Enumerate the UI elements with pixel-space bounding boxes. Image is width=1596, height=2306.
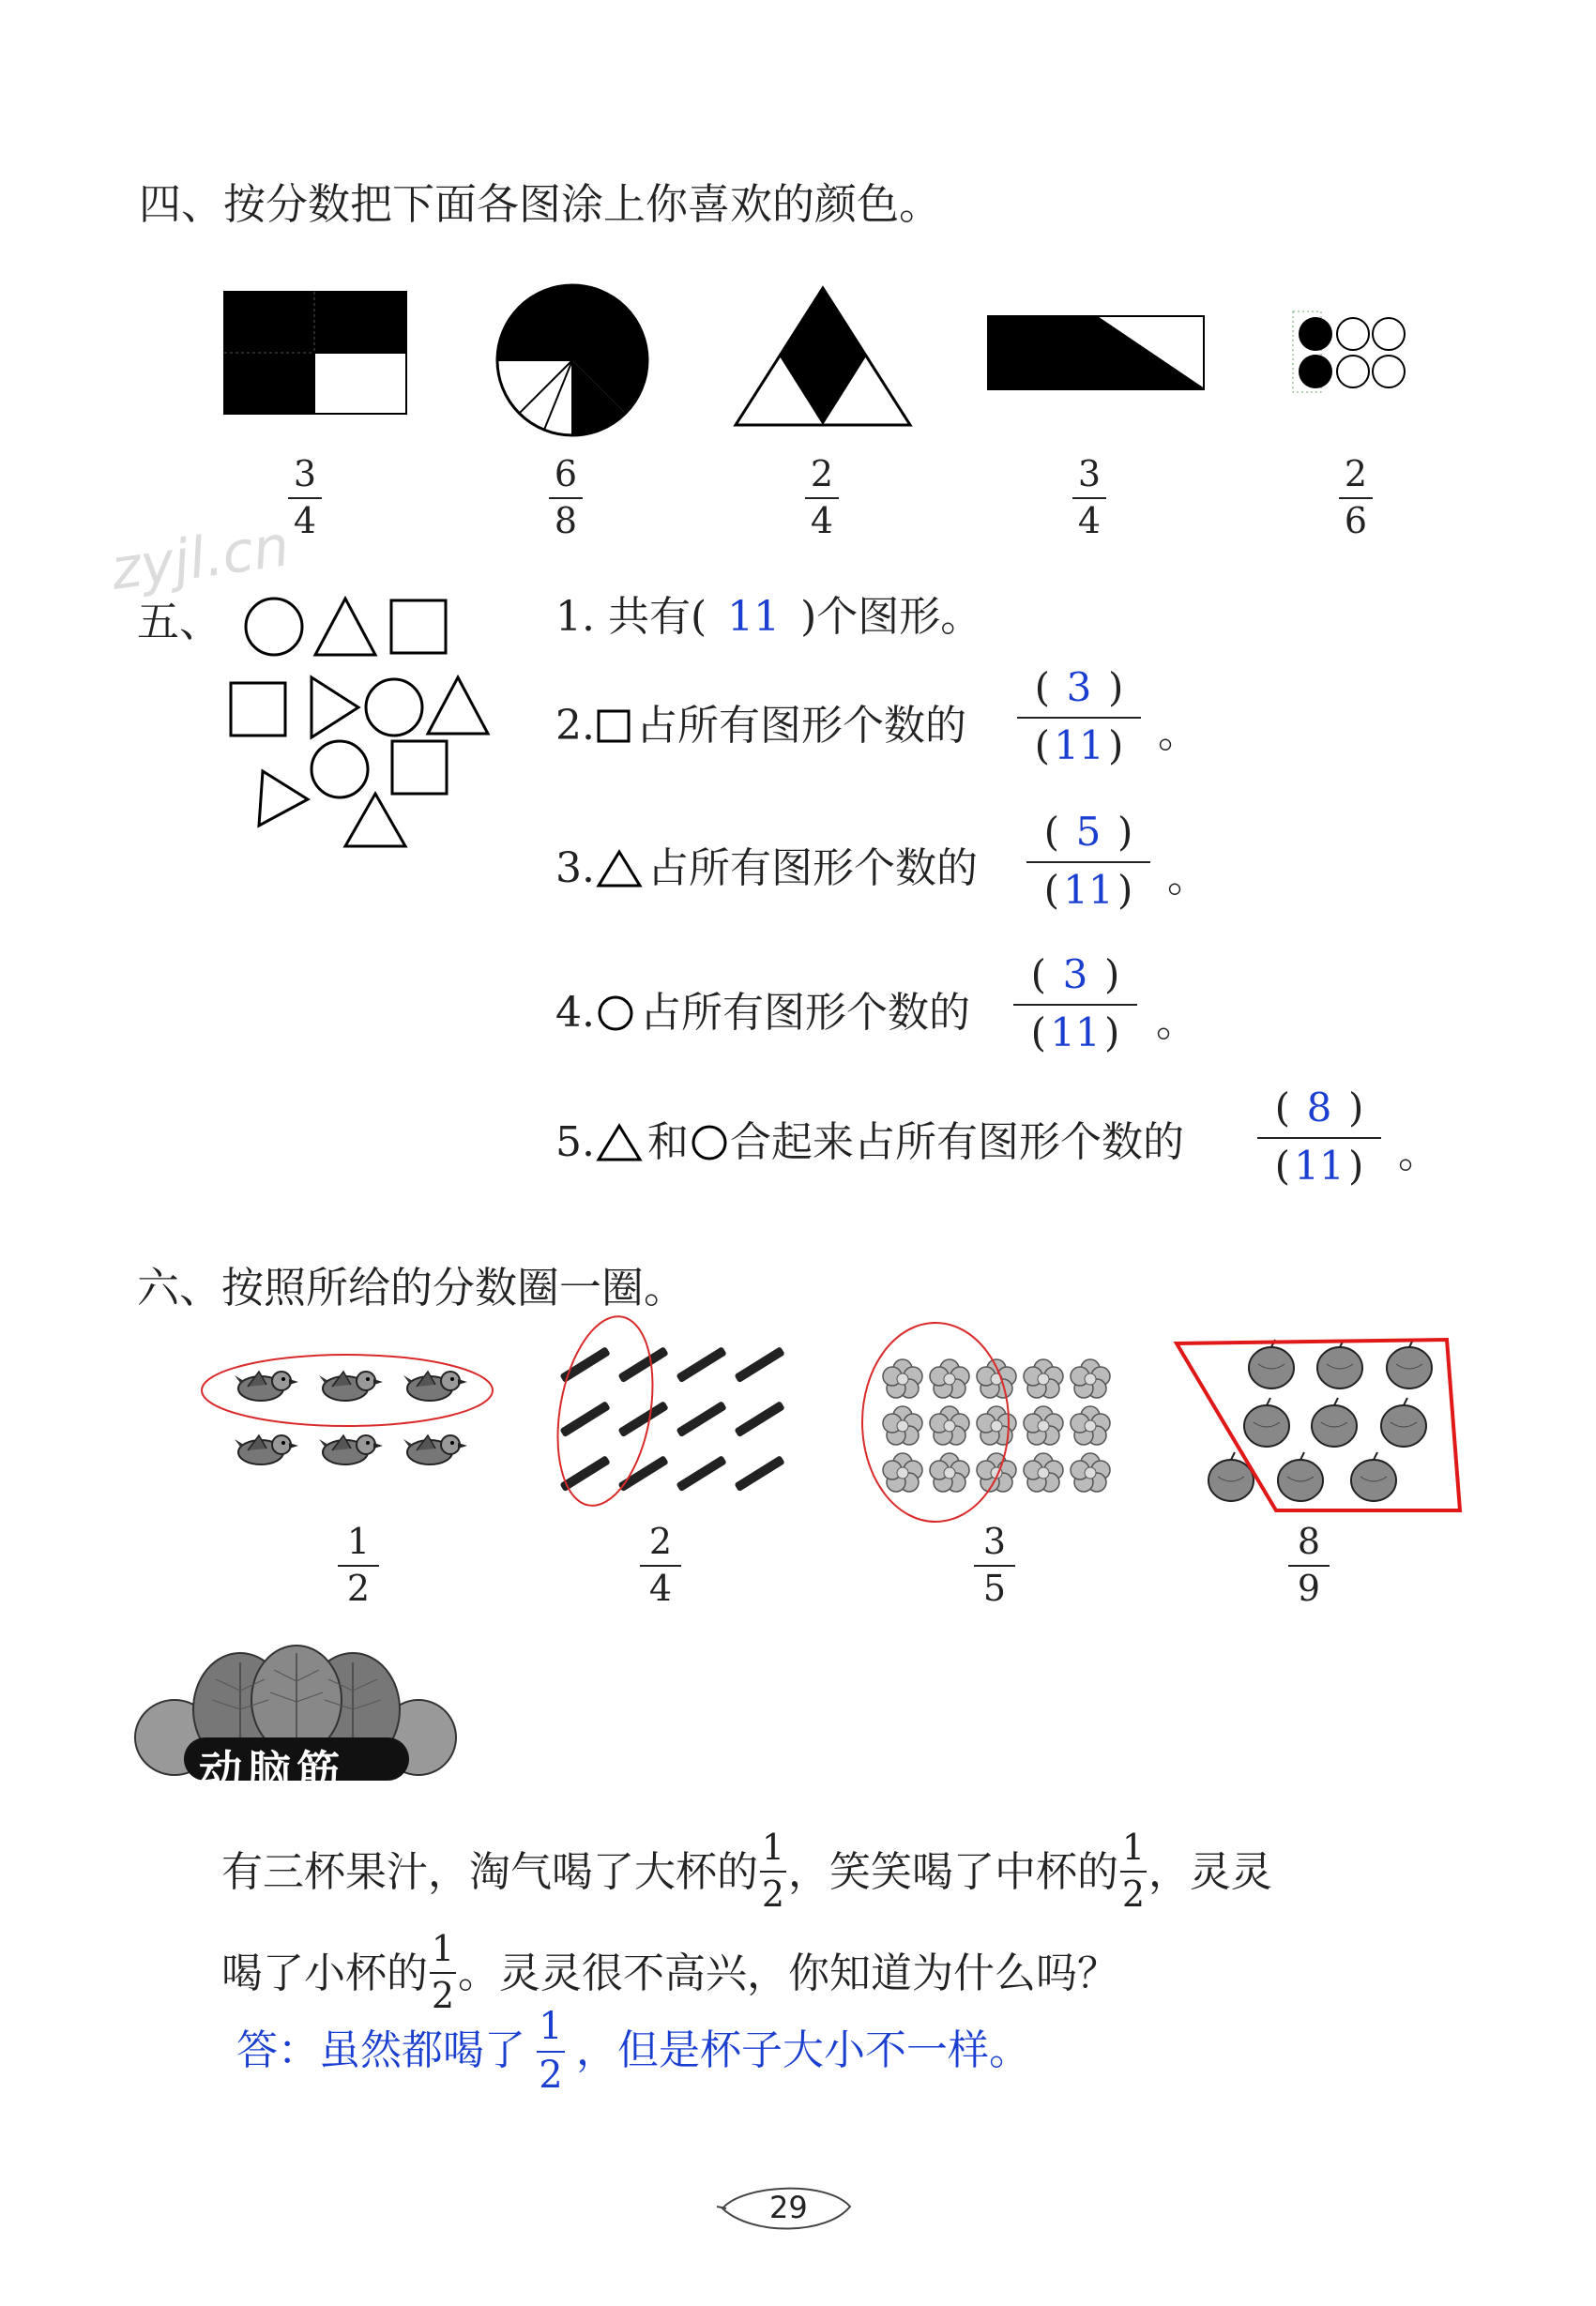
fraction-2-4-b: 2 4: [640, 1524, 681, 1606]
shape-dots: [1291, 310, 1422, 394]
question-1: 1. 共有( 11 )个图形。: [555, 593, 982, 641]
shape-circle: [495, 283, 649, 437]
shape-long-rectangle: [987, 315, 1205, 390]
brain-answer: 答：虽然都喝了 $\frac{1}{2}$ ，但是杯子大小不一样。: [236, 2005, 1030, 2097]
banner-title: 动脑筋: [199, 1746, 345, 1797]
question-2: 2. 占所有图形个数的: [555, 702, 966, 750]
fraction-3-5: 3 5: [974, 1524, 1015, 1606]
shape-rectangle-grid: [223, 291, 407, 415]
section5-label: 五、: [137, 597, 222, 646]
fraction-2-6: 2 6: [1339, 456, 1373, 539]
fraction-1-2: 1 2: [338, 1524, 379, 1606]
answer-fraction-triangle: ( 5 ) ( 11 ): [1026, 812, 1150, 910]
triangle-icon: [595, 848, 644, 889]
triangle-icon: [595, 1122, 644, 1163]
period: 。: [1158, 709, 1199, 757]
square-icon: [595, 707, 632, 745]
birds-group: [197, 1345, 497, 1495]
section4-title: 四、按分数把下面各图涂上你喜欢的颜色。: [139, 179, 942, 229]
fraction-3-4-b: 3 4: [1072, 456, 1106, 539]
period: 。: [1167, 854, 1208, 902]
page-number: 29: [769, 2190, 808, 2225]
apples-group: [1173, 1332, 1464, 1520]
circle-icon: [689, 1122, 730, 1163]
inline-fraction-half: $\frac{1}{2}$: [431, 1928, 455, 2016]
period: 。: [1156, 998, 1197, 1046]
answer-fraction-circle: ( 3 ) ( 11 ): [1013, 955, 1137, 1053]
question-4: 4. 占所有图形个数的: [555, 989, 970, 1037]
period: 。: [1398, 1130, 1439, 1177]
flowers-group: [859, 1313, 1121, 1520]
answer-fraction-combined: ( 8 ) ( 11 ): [1257, 1088, 1381, 1186]
section6-title: 六、按照所给的分数圈一圈。: [137, 1263, 687, 1312]
pens-group: [549, 1313, 802, 1510]
shapes-cluster: [225, 591, 497, 858]
fraction-3-4-a: 3 4: [288, 456, 322, 539]
brain-line-2: 喝了小杯的 $\frac{1}{2}$ 。灵灵很不高兴，你知道为什么吗？: [221, 1928, 1118, 2016]
question-3: 3. 占所有图形个数的: [555, 844, 978, 892]
fraction-2-4-a: 2 4: [805, 456, 839, 539]
circle-icon: [595, 993, 636, 1034]
watermark: zyjl.cn: [107, 513, 294, 603]
question-5: 5. 和 合起来占所有图形个数的: [555, 1118, 1184, 1166]
answer-fraction-half: $\frac{1}{2}$: [537, 2008, 565, 2094]
inline-fraction-half: $\frac{1}{2}$: [761, 1827, 785, 1915]
answer-total: 11: [727, 593, 781, 641]
shape-triangle: [734, 286, 912, 427]
fraction-6-8: 6 8: [549, 456, 583, 539]
fraction-8-9: 8 9: [1288, 1524, 1330, 1606]
answer-fraction-square: ( 3 ) ( 11 ): [1017, 668, 1141, 766]
brain-line-1: 有三杯果汁，淘气喝了大杯的 $\frac{1}{2}$ ，笑笑喝了中杯的 $\frac{1}{2}$ ，灵灵: [221, 1827, 1272, 1915]
inline-fraction-half: $\frac{1}{2}$: [1121, 1827, 1146, 1915]
